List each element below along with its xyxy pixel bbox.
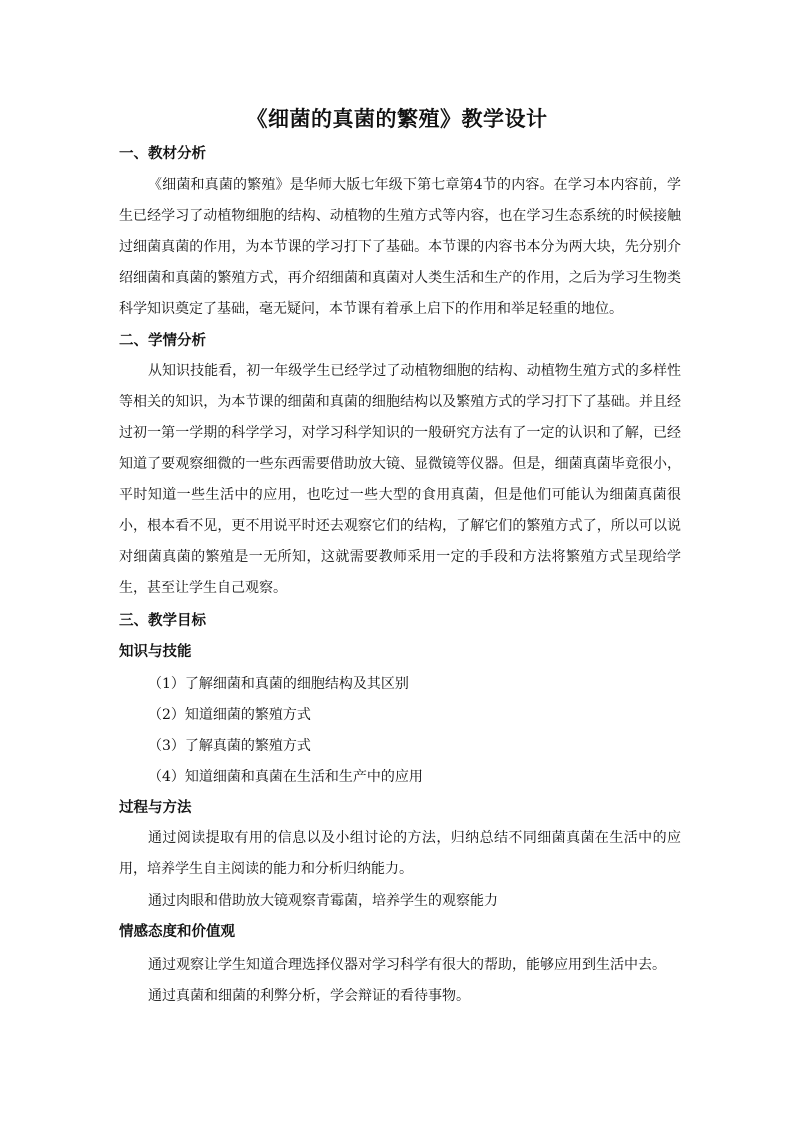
document-title: 《细菌的真菌的繁殖》教学设计	[246, 106, 548, 131]
goal-item: （4）知道细菌和真菌在生活和生产中的应用	[148, 769, 423, 785]
student-analysis-paragraph: 从知识技能看，初一年级学生已经学过了动植物细胞的结构、动植物生殖方式的多样性等相关的知识，为本节课的细菌和真菌的细胞结构以及繁殖方式的学习打下了基础。并且经过初一第一学期的科学学习，对学习科学知识的一般研究方法有了一定的认识和了解，已经知道了要观察细微的一些东西需要借助放大镜、显微镜等仪器。但是，细菌真菌毕竟很小，平时知道一些生活中的应用，也吃过一些大型的食用真菌，但是他们可能认为细菌真菌很小，根本看不见，更不用说平时还去观察它们的结构，了解它们的繁殖方式了，所以可以说对细菌真菌的繁殖是一无所知，这就需要教师采用一定的手段和方法将繁殖方式呈现给学生，甚至让学生自己观察。	[119, 363, 681, 596]
goal-item: （1）了解细菌和真菌的细胞结构及其区别	[148, 676, 409, 692]
attitude-values-paragraph: 通过观察让学生知道合理选择仪器对学习科学有很大的帮助，能够应用到生活中去。	[148, 957, 666, 973]
attitude-values-paragraph: 通过真菌和细菌的利弊分析，学会辩证的看待事物。	[148, 988, 470, 1004]
process-method-paragraph: 通过阅读提取有用的信息以及小组讨论的方法，归纳总结不同细菌真菌在生活中的应用，培养学生自主阅读的能力和分析归纳能力。	[119, 830, 681, 877]
process-method-paragraph: 通过肉眼和借助放大镜观察青霉菌，培养学生的观察能力	[148, 893, 498, 909]
section-heading-teaching-goals: 三、教学目标	[119, 612, 206, 629]
section-heading-student-analysis: 二、学情分析	[119, 332, 206, 349]
subheading-knowledge-skills: 知识与技能	[119, 643, 192, 660]
goal-item: （3）了解真菌的繁殖方式	[148, 738, 311, 754]
goal-item: （2）知道细菌的繁殖方式	[148, 707, 311, 723]
section-heading-textbook-analysis: 一、教材分析	[119, 145, 206, 162]
subheading-process-method: 过程与方法	[119, 799, 192, 816]
subheading-attitude-values: 情感态度和价值观	[119, 923, 235, 940]
textbook-analysis-paragraph: 《细菌和真菌的繁殖》是华师大版七年级下第七章第4节的内容。在学习本内容前，学生已经学习了动植物细胞的结构、动植物的生殖方式等内容，也在学习生态系统的时候接触过细菌真菌的作用，为本节课的学习打下了基础。本节课的内容书本分为两大块，先分别介绍细菌和真菌的繁殖方式，再介绍细菌和真菌对人类生活和生产的作用，之后为学习生物类科学知识奠定了基础，毫无疑问，本节课有着承上启下的作用和举足轻重的地位。	[119, 177, 681, 317]
